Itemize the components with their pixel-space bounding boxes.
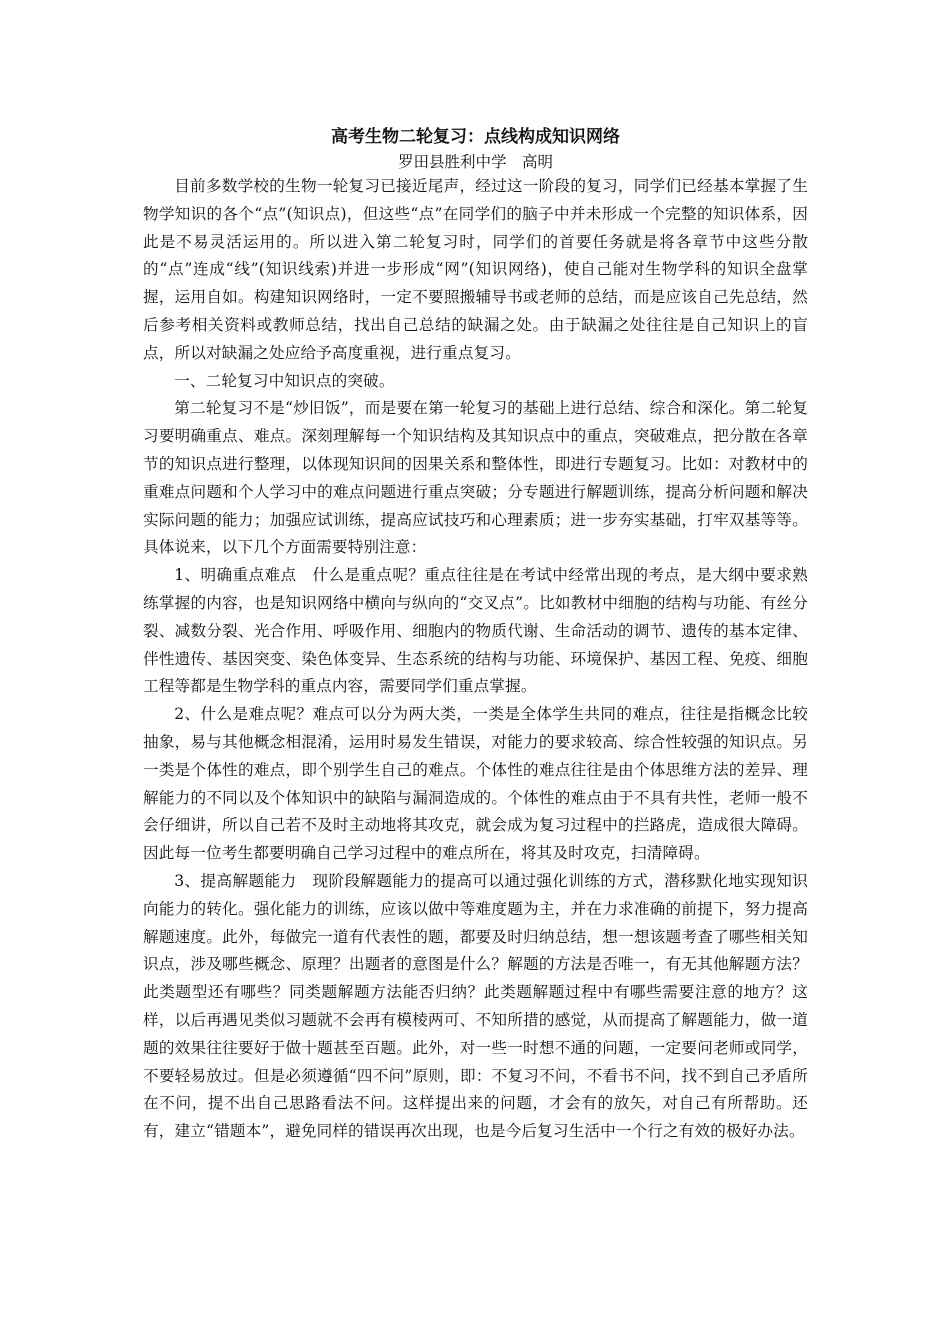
document-page — [143, 122, 808, 1146]
paragraph-second-round: 第二轮复习不是“炒旧饭”，而是要在第一轮复习的基础上进行总结、综合和深化。第二轮复习要明确重点、难点。深刻理解每一个知识结构及其知识点中的重点，突破难点，把分散在各章节的知识点进行整理，以体现知识间的因果关系和整体性，即进行专题复习。比如：对教材中的重难点问题和个人学习中的难点问题进行重点突破；分专题进行解题训练，提高分析问题和解决实际问题的能力；加强应试训练，提高应试技巧和心理素质；进一步夯实基础，打牢双基等等。具体说来，以下几个方面需要特别注意： — [143, 399, 808, 557]
document-title: 高考生物二轮复习：点线构成知识网络 — [331, 127, 620, 147]
paragraph-intro: 目前多数学校的生物一轮复习已接近尾声，经过这一阶段的复习，同学们已经基本掌握了生物学知识的各个“点”(知识点)，但这些“点”在同学们的脑子中并未形成一个完整的知识体系，因此是不易灵活运用的。所以进入第二轮复习时，同学们的首要任务就是将各章节中这些分散的“点”连成“线”(知识线索)并进一步形成“网”(知识网络)，使自己能对生物学科的知识全盘掌握，运用自如。构建知识网络时，一定不要照搬辅导书或老师的总结，而是应该自己先总结，然后参考相关资料或教师总结，找出自己总结的缺漏之处。由于缺漏之处往往是自己知识上的盲点，所以对缺漏之处应给予高度重视，进行重点复习。 — [143, 177, 808, 362]
paragraph-difficult-points: 2、什么是难点呢？难点可以分为两大类，一类是全体学生共同的难点，往往是指概念比较抽象，易与其他概念相混淆，运用时易发生错误，对能力的要求较高、综合性较强的知识点。另一类是个体性的难点，即个别学生自己的难点。个体性的难点往往是由个体思维方法的差异、理解能力的不同以及个体知识中的缺陷与漏洞造成的。个体性的难点由于不具有共性，老师一般不会仔细讲，所以自己若不及时主动地将其攻克，就会成为复习过程中的拦路虎，造成很大障碍。因此每一位考生都要明确自己学习过程中的难点所在，将其及时攻克，扫清障碍。 — [143, 705, 808, 863]
section-heading-1: 一、二轮复习中知识点的突破。 — [174, 371, 395, 390]
paragraph-key-points: 1、明确重点难点 什么是重点呢？重点往往是在考试中经常出现的考点，是大纲中要求熟练掌握的内容，也是知识网络中横向与纵向的“交叉点”。比如教材中细胞的结构与功能、有丝分裂、减数分裂、光合作用、呼吸作用、细胞内的物质代谢、生命活动的调节、遗传的基本定律、伴性遗传、基因突变、染色体变异、生态系统的结构与功能、环境保护、基因工程、免疫、细胞工程等都是生物学科的重点内容，需要同学们重点掌握。 — [143, 566, 808, 696]
document-author: 罗田县胜利中学 高明 — [397, 153, 553, 171]
paragraph-problem-solving: 3、提高解题能力 现阶段解题能力的提高可以通过强化训练的方式，潜移默化地实现知识向能力的转化。强化能力的训练，应该以做中等难度题为主，并在力求准确的前提下，努力提高解题速度。此外，每做完一道有代表性的题，都要及时归纳总结，想一想该题考查了哪些相关知识点，涉及哪些概念、原理？出题者的意图是什么？解题的方法是否唯一，有无其他解题方法？此类题型还有哪些？同类题解题方法能否归纳？此类题解题过程中有哪些需要注意的地方？这样，以后再遇见类似习题就不会再有模棱两可、不知所措的感觉，从而提高了解题能力，做一道题的效果往往要好于做十题甚至百题。此外，对一些一时想不通的问题，一定要问老师或同学，不要轻易放过。但是必须遵循“四不问”原则，即：不复习不问，不看书不问，找不到自己矛盾所在不问，提不出自己思路看法不问。这样提出来的问题，才会有的放矢，对自己有所帮助。还有，建立“错题本”，避免同样的错误再次出现，也是今后复习生活中一个行之有效的极好办法。 — [143, 871, 808, 1141]
